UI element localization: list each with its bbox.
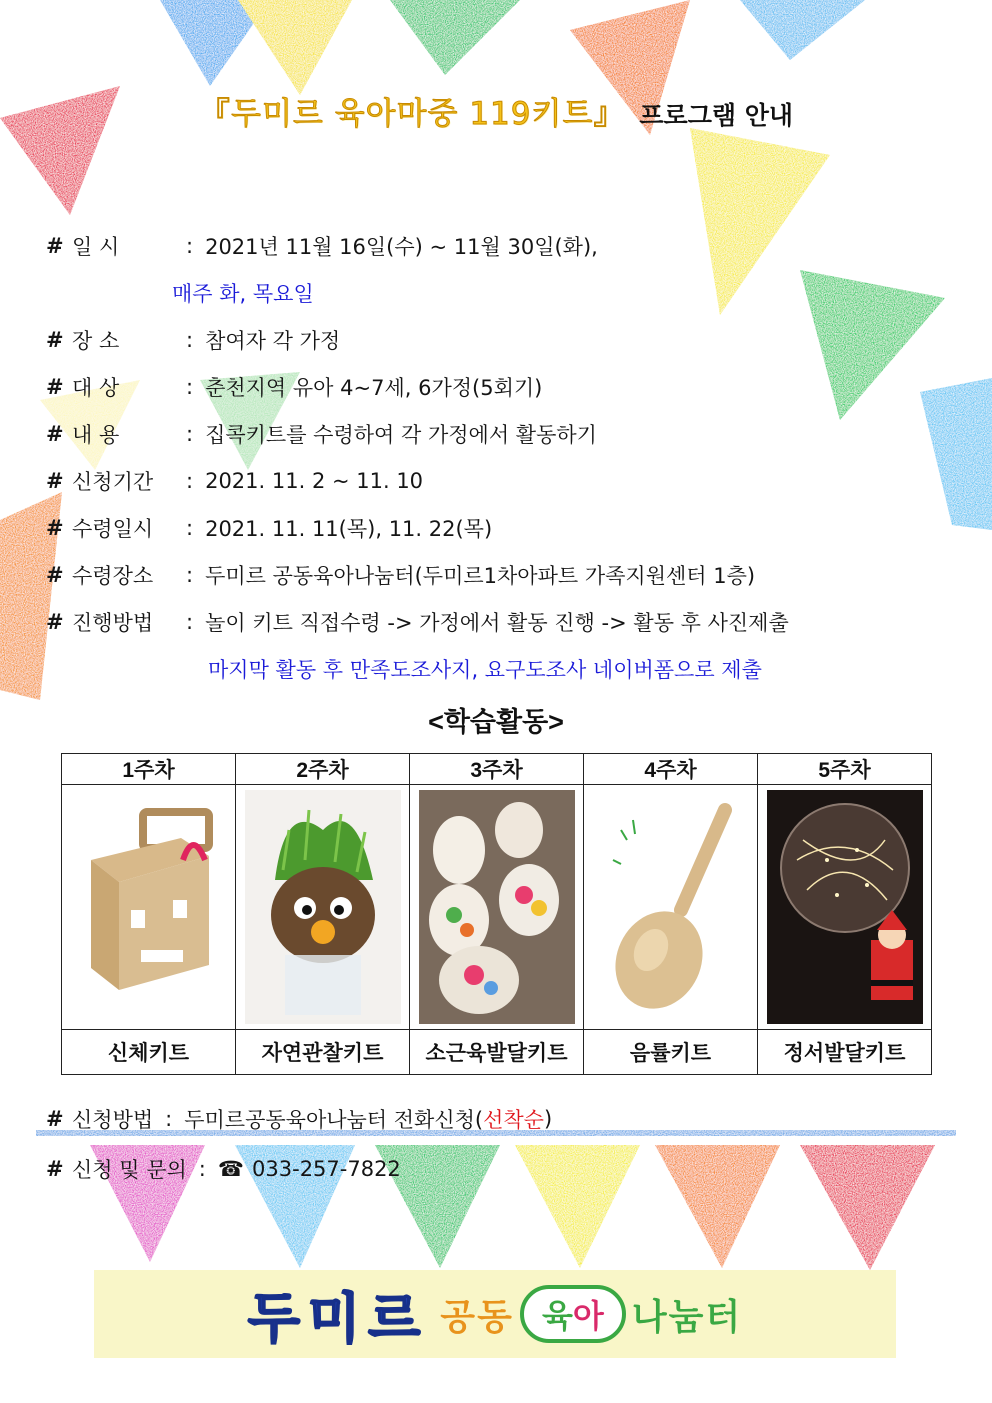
kit-photo-cell xyxy=(62,785,236,1030)
hash-mark: # xyxy=(46,468,64,493)
info-row-date xyxy=(46,222,946,269)
wooden-maraca-photo xyxy=(593,790,749,1024)
kit-photo-cell xyxy=(410,785,584,1030)
info-value: 춘천지역 유아 4~7세, 6가정(5회기) xyxy=(205,375,543,400)
info-label: 진행방법 xyxy=(72,610,154,635)
week-header: 5주차 xyxy=(758,754,932,785)
kit-name: 정서발달키트 xyxy=(758,1030,932,1075)
logo-text-dumir: 두미르 xyxy=(247,1288,429,1349)
hash-mark: # xyxy=(46,327,64,352)
info-label: 수령일시 xyxy=(72,516,154,541)
note-survey: 마지막 활동 후 만족도조사지, 요구도조사 네이버폼으로 제출 xyxy=(208,657,762,682)
title-main: 『두미르 육아마중 119키트』 xyxy=(199,96,626,132)
flag-yellow-top xyxy=(238,0,352,95)
org-logo xyxy=(94,1270,896,1358)
info-value: 놀이 키트 직접수령 -> 가정에서 활동 진행 -> 활동 후 사진제출 xyxy=(205,610,789,635)
phone-icon: ☎ xyxy=(217,1157,245,1181)
info-label: 내 용 xyxy=(72,422,120,447)
info-label: 일 시 xyxy=(72,234,120,259)
info-label: 장 소 xyxy=(72,328,120,353)
cardboard-box-photo xyxy=(71,790,227,1024)
hash-mark: # xyxy=(46,233,64,258)
colon: : xyxy=(186,562,194,587)
kit-name: 자연관찰키트 xyxy=(236,1030,410,1075)
info-row-place xyxy=(46,316,946,363)
colon: : xyxy=(186,421,194,446)
info-row-pickup-date xyxy=(46,504,946,551)
kit-name: 소근육발달키트 xyxy=(410,1030,584,1075)
table-header-row xyxy=(62,754,932,785)
colon: : xyxy=(165,1107,173,1131)
apply-method-row xyxy=(46,1094,946,1144)
hash-mark: # xyxy=(46,1157,64,1181)
hash-mark: # xyxy=(46,609,64,634)
week-header: 1주차 xyxy=(62,754,236,785)
first-come-badge: 선착순 xyxy=(483,1108,544,1132)
colon: : xyxy=(186,327,194,352)
info-row-content xyxy=(46,410,946,457)
grass-head-photo xyxy=(245,790,401,1024)
colon: : xyxy=(186,468,194,493)
activities-title: <학습활동> xyxy=(428,707,564,737)
colon: : xyxy=(186,233,194,258)
phone-number: 033-257-7822 xyxy=(252,1157,401,1181)
logo-text-gongdong: 공동 xyxy=(440,1295,514,1337)
week-header: 2주차 xyxy=(236,754,410,785)
kit-photo-cell xyxy=(236,785,410,1030)
light-ball-santa-photo xyxy=(767,790,923,1024)
logo-badge-a: 아 xyxy=(572,1298,604,1334)
colon: : xyxy=(198,1157,206,1181)
logo-badge-yuk: 육 xyxy=(541,1298,573,1334)
hash-mark: # xyxy=(46,515,64,540)
colon: : xyxy=(186,515,194,540)
title-sub: 프로그램 안내 xyxy=(639,101,793,130)
hash-mark: # xyxy=(46,421,64,446)
table-image-row xyxy=(62,785,932,1030)
info-value: 2021. 11. 11(목), 11. 22(목) xyxy=(205,516,493,541)
info-row-target xyxy=(46,363,946,410)
clay-cupcakes-photo xyxy=(419,790,575,1024)
contact-row xyxy=(46,1144,946,1194)
week-header: 3주차 xyxy=(410,754,584,785)
apply-method-close: ) xyxy=(543,1107,553,1131)
kit-photo-cell xyxy=(584,785,758,1030)
apply-method-label: 신청방법 xyxy=(72,1108,154,1132)
kit-photo-cell xyxy=(758,785,932,1030)
page-title xyxy=(0,88,992,133)
hash-mark: # xyxy=(46,562,64,587)
info-value: 참여자 각 가정 xyxy=(205,328,341,353)
info-label: 대 상 xyxy=(72,375,120,400)
colon: : xyxy=(186,609,194,634)
info-value: 집콕키트를 수령하여 각 가정에서 활동하기 xyxy=(205,422,597,447)
info-row-pickup-place xyxy=(46,551,946,598)
week-header: 4주차 xyxy=(584,754,758,785)
flag-blue-top xyxy=(740,0,865,60)
flag-green-top xyxy=(390,0,520,75)
info-list xyxy=(46,222,946,692)
info-value: 2021. 11. 2 ~ 11. 10 xyxy=(205,468,424,493)
table-name-row xyxy=(62,1030,932,1075)
kit-name: 신체키트 xyxy=(62,1030,236,1075)
hash-mark: # xyxy=(46,374,64,399)
info-value: 두미르 공동육아나눔터(두미르1차아파트 가족지원센터 1층) xyxy=(205,563,756,588)
contact-label: 신청 및 문의 xyxy=(72,1158,187,1182)
apply-info xyxy=(46,1094,946,1194)
logo-badge xyxy=(520,1285,626,1343)
logo-text-nanumteo: 나눔터 xyxy=(631,1295,743,1337)
activities-table xyxy=(61,753,932,1075)
info-row-apply-period xyxy=(46,457,946,504)
info-label: 수령장소 xyxy=(72,563,154,588)
hash-mark: # xyxy=(46,1107,64,1131)
note-days: 매주 화, 목요일 xyxy=(172,281,314,306)
colon: : xyxy=(186,374,194,399)
info-row-method xyxy=(46,598,946,645)
apply-method-value: 두미르공동육아나눔터 전화신청( xyxy=(184,1108,484,1132)
kit-name: 음률키트 xyxy=(584,1030,758,1075)
info-label: 신청기간 xyxy=(72,469,154,494)
info-value: 2021년 11월 16일(수) ~ 11월 30일(화), xyxy=(205,234,598,259)
